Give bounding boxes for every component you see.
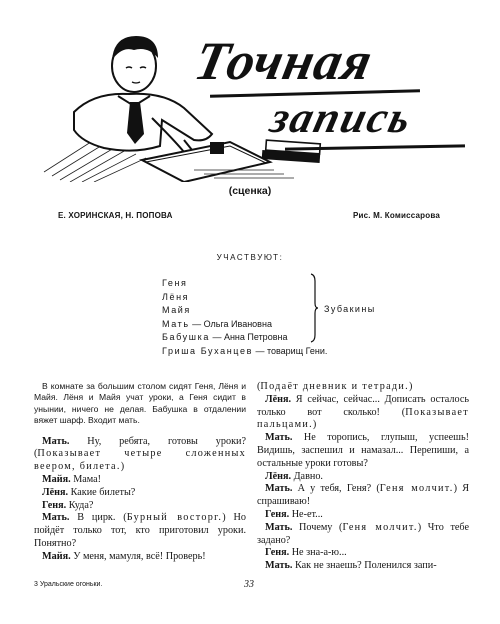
dialogue-line	[34, 487, 246, 500]
illustrator-credit: Рис. М. Комиссарова	[352, 211, 440, 220]
line-text: А у тебя, Геня? (	[292, 483, 380, 495]
cast-member	[162, 291, 327, 305]
speaker: Геня.	[265, 547, 290, 559]
line-text: Давно.	[291, 470, 323, 482]
speaker: Лёня.	[265, 470, 292, 482]
authors-credit: Е. ХОРИНСКАЯ, Н. ПОПОВА	[58, 211, 173, 220]
cast-member	[162, 318, 327, 332]
left-column	[34, 381, 246, 564]
line-text: ) Но пойдёт только тот, кто приготовил уроки. Понятно?	[34, 512, 246, 549]
dialogue-line	[34, 436, 246, 474]
line-text: Не торопись, глупыш, успеешь! Видишь, заспешил и намазал... Перепиши, а остальные уроки готовы?	[257, 432, 469, 469]
dialogue-line	[34, 551, 246, 564]
cast-name: Гриша Буханцев	[162, 345, 253, 356]
cast-member	[162, 331, 327, 345]
speaker: Мать.	[265, 560, 293, 572]
cast-heading: УЧАСТВУЮТ:	[216, 253, 284, 262]
speaker: Мать.	[42, 435, 70, 447]
page-number: 33	[244, 579, 254, 590]
line-text: Как не знаешь? Поленился запи-	[292, 560, 437, 572]
dialogue-line	[257, 381, 469, 394]
speaker: Майя.	[42, 474, 71, 486]
speaker: Геня.	[265, 508, 290, 520]
cast-name: Лёня	[162, 291, 190, 302]
dialogue-line	[257, 471, 469, 484]
subtitle: (сценка)	[228, 185, 272, 197]
right-column	[257, 381, 469, 573]
dialogue-line	[257, 522, 469, 548]
cast-member	[162, 277, 327, 291]
line-text: (	[257, 381, 261, 392]
dialogue-line	[257, 560, 469, 573]
dialogue-line	[34, 474, 246, 487]
line-text: Я сейчас, сейчас... Дописать осталось только вот сколько! (	[257, 393, 469, 418]
stage-direction-intro: В комнате за большим столом сидят Геня, Лёня и Майя. Лёня и Майя учат уроки, а Геня сидит в унынии, ничего не делая. Бабушка в отдалении вяжет шарф. Входит мать.	[34, 381, 246, 426]
dialogue-line	[257, 394, 469, 432]
speaker: Мать.	[42, 512, 70, 524]
dialogue-line	[34, 512, 246, 550]
line-text: Куда?	[66, 499, 94, 511]
title-line-2: запись	[265, 93, 418, 142]
dialogue-line	[257, 483, 469, 509]
line-text: В цирк. (	[69, 512, 127, 524]
cast-name: Майя	[162, 305, 191, 316]
dialogue-line	[257, 509, 469, 522]
line-text: Не зна-а-ю...	[289, 547, 347, 559]
line-text: )	[312, 419, 317, 431]
cast-list	[162, 277, 327, 359]
stage-direction: Подаёт дневник и тетради.	[260, 381, 410, 392]
dialogue-line	[257, 432, 469, 470]
speaker: Мать.	[265, 483, 293, 495]
family-name: Зубакины	[324, 304, 376, 314]
speaker: Лёня.	[42, 486, 69, 498]
dialogue-line	[257, 547, 469, 560]
speaker: Геня.	[42, 499, 67, 511]
line-text: Ну, ребята, готовы уроки? (	[34, 435, 246, 460]
stage-direction: Показывает четыре сложенных веером, билета.	[34, 448, 246, 473]
line-text: ) Что тебе задано?	[257, 521, 469, 546]
cast-name: Бабушка	[162, 332, 210, 343]
line-text: )	[409, 381, 413, 392]
line-text: Почему (	[292, 521, 343, 533]
speaker: Мать.	[265, 432, 293, 444]
footer-source: 3 Уральские огоньки.	[34, 581, 103, 588]
stage-direction: Показывает пальцами.	[257, 406, 469, 431]
cast-role: — Анна Петровна	[209, 332, 288, 343]
line-text: Не-ет...	[289, 508, 323, 520]
stage-direction: Геня молчит.	[342, 521, 418, 533]
line-text: Мама!	[70, 474, 102, 486]
cast-name: Геня	[162, 278, 188, 288]
cast-role: — Ольга Ивановна	[189, 318, 272, 329]
line-text: ) Я спрашиваю!	[257, 483, 470, 508]
line-text: Какие билеты?	[68, 486, 136, 498]
stage-direction: Бурный восторг.	[126, 512, 223, 524]
stage-direction: Геня молчит.	[379, 483, 454, 495]
line-text: )	[120, 461, 125, 473]
line-text: У меня, мамуля, всё! Проверь!	[70, 550, 206, 562]
dialogue-line	[34, 500, 246, 513]
cast-brace	[309, 273, 319, 343]
speaker: Майя.	[42, 550, 71, 562]
cast-member	[162, 345, 327, 359]
cast-role: — товарищ Гени.	[252, 345, 328, 356]
cast-member	[162, 304, 327, 318]
title-line-1: Точная	[189, 31, 379, 91]
speaker: Мать.	[265, 521, 293, 533]
speaker: Лёня.	[265, 393, 292, 405]
cast-name: Мать	[162, 318, 190, 329]
